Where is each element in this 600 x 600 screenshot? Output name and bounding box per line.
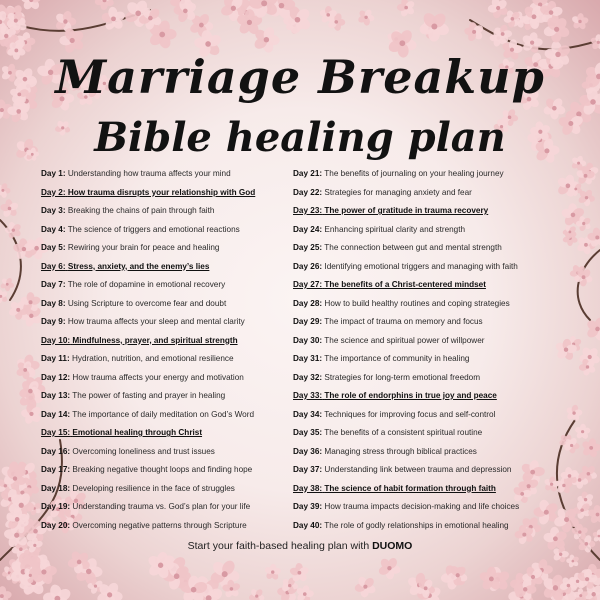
day-topic: How to build healthy routines and coping strategies bbox=[324, 298, 510, 308]
blossom-icon bbox=[585, 316, 600, 341]
blossom-icon bbox=[418, 11, 450, 42]
plan-day-row bbox=[41, 276, 291, 295]
day-number: Day 7: bbox=[41, 280, 66, 289]
day-topic: Managing stress through biblical practices bbox=[324, 446, 477, 456]
day-topic: Overcoming loneliness and trust issues bbox=[72, 446, 215, 456]
blossom-icon bbox=[21, 403, 43, 425]
blossom-icon bbox=[487, 0, 509, 19]
day-topic: The connection between gut and mental strength bbox=[324, 243, 502, 252]
plan-day-row bbox=[41, 332, 291, 351]
plan-day-row bbox=[293, 461, 555, 480]
plan-day-row bbox=[293, 350, 555, 369]
plan-day-row bbox=[41, 184, 291, 203]
plan-day-row bbox=[293, 313, 555, 332]
blossom-icon bbox=[101, 6, 126, 31]
blossom-icon bbox=[581, 437, 600, 458]
day-topic: The impact of trauma on memory and focus bbox=[324, 317, 483, 326]
plan-day-row bbox=[41, 498, 291, 517]
blossom-icon bbox=[264, 564, 282, 581]
day-topic: Identifying emotional triggers and managing with faith bbox=[324, 261, 518, 271]
day-number: Day 39: bbox=[293, 502, 323, 511]
day-number: Day 16: bbox=[41, 446, 71, 456]
plan-day-row bbox=[41, 406, 291, 425]
footer-text: Start your faith-based healing plan with bbox=[187, 540, 373, 552]
right-column bbox=[293, 165, 555, 535]
day-number: Day 24: bbox=[293, 224, 323, 234]
day-number: Day 36: bbox=[293, 446, 323, 456]
plan-day-row bbox=[293, 184, 555, 203]
day-number: Day 26: bbox=[293, 261, 323, 271]
day-topic: Understanding link between trauma and depression bbox=[324, 465, 512, 474]
day-topic: The benefits of journaling on your healing journey bbox=[324, 169, 504, 178]
plan-day-row bbox=[293, 480, 555, 499]
plan-day-row bbox=[293, 443, 555, 462]
day-topic: Understanding trauma vs. God’s plan for your life bbox=[72, 502, 251, 511]
blossom-icon bbox=[0, 586, 12, 600]
day-topic: Strategies for long-term emotional freedom bbox=[324, 372, 481, 382]
plan-day-row bbox=[41, 480, 291, 499]
plan-day-row bbox=[293, 498, 555, 517]
day-topic: Breaking the chains of pain through faith bbox=[67, 206, 215, 215]
day-number: Day 19: bbox=[41, 502, 71, 511]
blossom-icon bbox=[357, 8, 375, 26]
blossom-icon bbox=[565, 404, 582, 422]
footer-brand: DUOMO bbox=[372, 540, 413, 552]
plan-day-row bbox=[41, 202, 291, 221]
day-number: Day 15: bbox=[41, 428, 71, 437]
blossom-icon bbox=[566, 554, 580, 568]
blossom-icon bbox=[574, 424, 591, 441]
day-topic: Stress, anxiety, and the enemy’s lies bbox=[67, 261, 210, 271]
left-column bbox=[41, 165, 291, 535]
day-topic: The science of habit formation through faith bbox=[324, 483, 496, 493]
blossom-icon bbox=[248, 588, 265, 600]
plan-day-row bbox=[41, 295, 291, 314]
day-number: Day 23: bbox=[293, 206, 323, 215]
day-topic: How trauma affects your sleep and mental clarity bbox=[67, 317, 245, 326]
day-number: Day 10: bbox=[41, 335, 71, 345]
day-number: Day 4: bbox=[41, 224, 66, 234]
day-topic: Enhancing spiritual clarity and strength bbox=[324, 224, 466, 234]
day-number: Day 25: bbox=[293, 243, 323, 252]
day-topic: Techniques for improving focus and self-control bbox=[324, 409, 496, 419]
day-number: Day 31: bbox=[293, 354, 323, 363]
day-number: Day 8: bbox=[41, 298, 66, 308]
blossom-icon bbox=[0, 182, 11, 198]
day-topic: The importance of community in healing bbox=[324, 354, 470, 363]
plan-day-row bbox=[41, 350, 291, 369]
plan-day-row bbox=[293, 202, 555, 221]
day-topic: The role of dopamine in emotional recovery bbox=[67, 280, 226, 289]
plan-day-row bbox=[293, 332, 555, 351]
plan-day-row bbox=[293, 387, 555, 406]
plan-day-row bbox=[41, 165, 291, 184]
blossom-icon bbox=[0, 277, 15, 291]
day-topic: Hydration, nutrition, and emotional resilience bbox=[71, 354, 234, 363]
plan-day-row bbox=[293, 276, 555, 295]
day-number: Day 2: bbox=[41, 187, 66, 197]
plan-day-row bbox=[41, 387, 291, 406]
title-line-1: Marriage Breakup bbox=[55, 50, 545, 104]
blossom-icon bbox=[571, 13, 589, 31]
day-topic: The benefits of a consistent spiritual routine bbox=[324, 428, 483, 437]
day-topic: Developing resilience in the face of struggles bbox=[72, 483, 235, 493]
day-number: Day 34: bbox=[293, 409, 323, 419]
blossom-icon bbox=[43, 583, 73, 600]
day-topic: How trauma disrupts your relationship with God bbox=[67, 187, 256, 197]
day-topic: Mindfulness, prayer, and spiritual strength bbox=[72, 335, 238, 345]
day-topic: Overcoming negative patterns through Scripture bbox=[72, 520, 247, 530]
plan-day-row bbox=[293, 221, 555, 240]
day-topic: The science of triggers and emotional reactions bbox=[67, 224, 240, 234]
day-number: Day 1: bbox=[41, 169, 66, 178]
blossom-icon bbox=[0, 199, 19, 218]
day-topic: The power of gratitude in trauma recovery bbox=[324, 206, 489, 215]
plan-day-row bbox=[41, 258, 291, 277]
plan-day-row bbox=[41, 461, 291, 480]
blossom-icon bbox=[295, 585, 314, 600]
day-number: Day 40: bbox=[293, 520, 323, 530]
plan-day-row bbox=[293, 295, 555, 314]
day-topic: Rewiring your brain for peace and healing bbox=[67, 243, 220, 252]
day-topic: How trauma affects your energy and motivation bbox=[72, 372, 244, 382]
plan-day-row bbox=[41, 221, 291, 240]
day-number: Day 35: bbox=[293, 428, 323, 437]
day-topic: Breaking negative thought loops and finding hope bbox=[72, 465, 253, 474]
title-line-2: Bible healing plan bbox=[94, 114, 506, 161]
plan-day-row bbox=[293, 517, 555, 536]
blossom-icon bbox=[464, 21, 485, 42]
plan-day-row bbox=[41, 239, 291, 258]
day-topic: Strategies for managing anxiety and fear bbox=[324, 187, 472, 197]
day-topic: Understanding how trauma affects your mind bbox=[67, 169, 231, 178]
day-number: Day 20: bbox=[41, 520, 71, 530]
plan-day-row bbox=[293, 258, 555, 277]
blossom-icon bbox=[20, 0, 43, 11]
day-number: Day 37: bbox=[293, 465, 323, 474]
blossom-icon bbox=[397, 0, 416, 17]
plan-day-row bbox=[293, 239, 555, 258]
plan-day-row bbox=[41, 443, 291, 462]
day-number: Day 17: bbox=[41, 465, 71, 474]
day-number: Day 9: bbox=[41, 317, 66, 326]
footer bbox=[0, 540, 600, 552]
plan-day-row bbox=[41, 313, 291, 332]
day-topic: How trauma impacts decision-making and life choices bbox=[324, 502, 520, 511]
day-number: Day 27: bbox=[293, 280, 323, 289]
day-number: Day 6: bbox=[41, 261, 66, 271]
day-topic: Emotional healing through Christ bbox=[72, 428, 203, 437]
day-number: Day 30: bbox=[293, 335, 323, 345]
blossom-icon bbox=[5, 221, 22, 239]
day-topic: The power of fasting and prayer in healing bbox=[72, 391, 226, 400]
day-number: Day 38: bbox=[293, 483, 323, 493]
day-number: Day 28: bbox=[293, 298, 323, 308]
day-number: Day 11: bbox=[41, 354, 70, 363]
day-number: Day 29: bbox=[293, 317, 323, 326]
day-topic: The role of godly relationships in emotional healing bbox=[324, 520, 509, 530]
day-number: Day 22: bbox=[293, 187, 323, 197]
day-number: Day 21: bbox=[293, 169, 323, 178]
plan-day-row bbox=[293, 424, 555, 443]
day-number: Day 12: bbox=[41, 372, 71, 382]
day-topic: The science and spiritual power of willpower bbox=[324, 335, 485, 345]
day-number: Day 3: bbox=[41, 206, 66, 215]
plan-day-row bbox=[41, 369, 291, 388]
day-number: Day 33: bbox=[293, 391, 323, 400]
day-number: Day 13: bbox=[41, 391, 71, 400]
blossom-icon bbox=[377, 556, 401, 579]
day-number: Day 5: bbox=[41, 243, 66, 252]
plan-day-row bbox=[41, 517, 291, 536]
blossom-icon bbox=[354, 575, 377, 598]
day-number: Day 32: bbox=[293, 372, 323, 382]
plan-day-row bbox=[293, 406, 555, 425]
plan-day-row bbox=[293, 165, 555, 184]
plan-day-row bbox=[293, 369, 555, 388]
day-number: Day 14: bbox=[41, 409, 71, 419]
day-topic: The role of endorphins in true joy and peace bbox=[324, 391, 497, 400]
day-topic: Using Scripture to overcome fear and doubt bbox=[67, 298, 227, 308]
day-topic: The benefits of a Christ-centered mindset bbox=[324, 280, 486, 289]
day-number: Day 18: bbox=[41, 483, 71, 493]
day-topic: The importance of daily meditation on God’s Word bbox=[72, 409, 255, 419]
plan-day-row bbox=[41, 424, 291, 443]
